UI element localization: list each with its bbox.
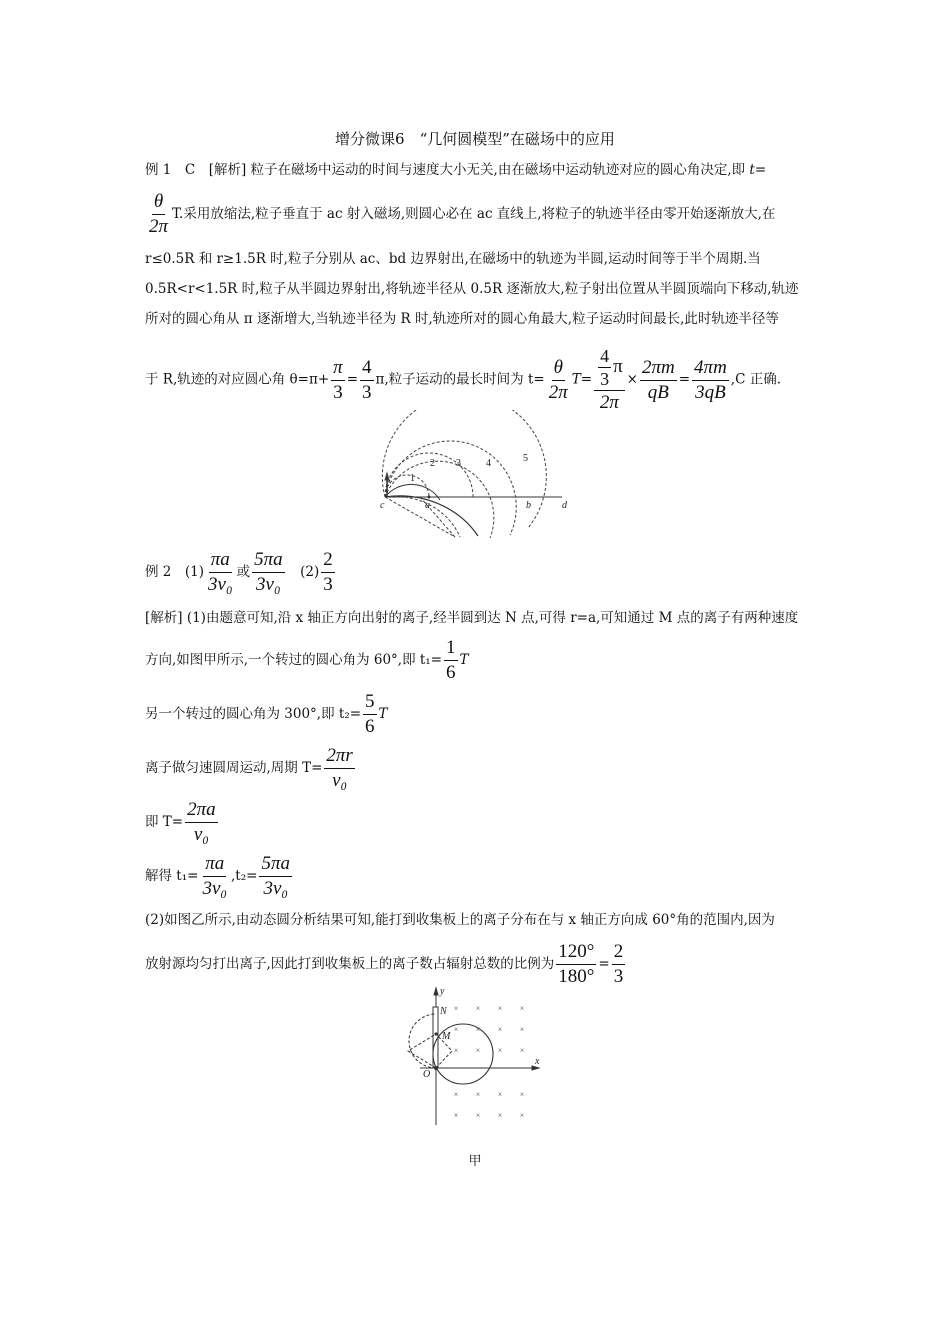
field-cross: × xyxy=(519,1046,525,1055)
ex2-or: 或 xyxy=(236,564,251,580)
frac-theta-2pi: $\frac{\theta}{2\pi}$ xyxy=(149,191,169,237)
fig1-label-1: 1 xyxy=(410,473,415,484)
ex2-text-3: 另一个转过的圆心角为 300°,即 t₂= xyxy=(145,706,362,722)
fig2-label-O: O xyxy=(423,1069,431,1080)
ex2-text-6b: ,t₂= xyxy=(231,868,258,884)
ex1-text-6c: T= xyxy=(571,371,593,388)
fig1-label-3: 3 xyxy=(456,458,461,469)
fig2-label-y: y xyxy=(440,986,445,997)
ex1-text-6b: π,粒子运动的最长时间为 t= xyxy=(375,371,545,388)
ex2-line-4 xyxy=(145,744,810,793)
ex2-part2: (2) xyxy=(286,564,320,580)
ex1-t-eq: t= xyxy=(749,162,767,178)
ex1-line-2 xyxy=(145,190,810,239)
field-cross: × xyxy=(497,1004,503,1013)
ex1-line-4: 0.5R<r<1.5R 时,粒子从半圆边界射出,将轨迹半径从 0.5R 逐渐放大,粒子射出位置从半圆顶端向下移动,轨迹 xyxy=(145,281,799,297)
field-cross: × xyxy=(519,1004,525,1013)
frac-pia-3v0: $\frac{\pi a}{\text{3v₀}}$ xyxy=(208,549,233,595)
field-cross: × xyxy=(453,1111,459,1120)
field-cross: × xyxy=(497,1046,503,1055)
frac-4-3: $\frac{4}{3}$ xyxy=(362,356,372,403)
fig2-label-N: N xyxy=(440,1006,447,1017)
ex2-line-5 xyxy=(145,798,810,847)
frac-pi-3: $\frac{\pi}{3}$ xyxy=(333,356,343,403)
ex2-line-8 xyxy=(145,940,810,989)
ex2-text-2: 方向,如图甲所示,一个转过的圆心角为 60°,即 t₁= xyxy=(145,652,443,668)
figure-2-caption: 甲 xyxy=(468,1154,482,1169)
ex2-line-3: 另一个转过的圆心角为 300°,即 t₂= $\frac{5}{6}$ T xyxy=(145,691,388,737)
frac-2pim-qB: $\frac{2\pi m}{qB}$ xyxy=(641,356,675,403)
ex2-text-5: 即 T= xyxy=(145,814,184,830)
field-cross: × xyxy=(519,1090,525,1099)
field-cross: × xyxy=(475,1025,481,1034)
frac-compound: $\frac{4}{3}$ π 2π xyxy=(594,345,625,415)
field-cross: × xyxy=(497,1025,503,1034)
fig1-label-d: d xyxy=(562,500,567,511)
frac-1-6: $\frac{1}{6}$ xyxy=(446,637,456,683)
fig1-label-b: b xyxy=(526,500,531,511)
frac-2-3: $\frac{2}{3}$ xyxy=(323,549,333,595)
frac-5pia-3v0: $\frac{5\pi a}{\text{3v₀}}$ xyxy=(254,549,283,595)
field-cross: × xyxy=(453,1025,459,1034)
field-cross: × xyxy=(519,1025,525,1034)
ex1-line-3: r≤0.5R 和 r≥1.5R 时,粒子分别从 ac、bd 边界射出,在磁场中的轨迹为半圆,运动时间等于半个周期.当 xyxy=(145,251,761,267)
field-cross: × xyxy=(475,1046,481,1055)
frac-2pia-v0: $\frac{2\pi a}{\text{v₀}}$ xyxy=(187,799,216,845)
field-cross: × xyxy=(475,1111,481,1120)
field-cross: × xyxy=(453,1090,459,1099)
ex1-line-5: 所对的圆心角从 π 逐渐增大,当轨迹半径为 R 时,轨迹所对的圆心角最大,粒子运动时间最长,此时轨迹半径等 xyxy=(145,311,779,327)
fig2-label-x: x xyxy=(535,1056,540,1067)
ex1-text-6a: 于 R,轨迹的对应圆心角 θ=π+ xyxy=(145,371,330,388)
field-cross: × xyxy=(475,1004,481,1013)
field-cross: × xyxy=(475,1090,481,1099)
ex2-text-8a: 放射源均匀打出离子,因此打到收集板上的离子数占辐射总数的比例为 xyxy=(145,956,555,972)
ex1-line-6: 于 R,轨迹的对应圆心角 θ=π+ $\frac{\pi}{3}$ = $\frac{4}{3}$ π,粒子运动的最长时间为 t= $\frac{\theta}{2\pi}$ T= $\frac{4}{3}$ π 2π × $\frac{2\pi m}{qB}$ = $\frac{4\pi m}{3qB}$ ,C 正确. xyxy=(145,346,781,413)
ex2-line-1: [解析] (1)由题意可知,沿 x 轴正方向出射的离子,经半圆到达 N 点,可得 r=a,可知通过 M 点的离子有两种速度 xyxy=(145,610,799,626)
fig1-label-2: 2 xyxy=(430,458,435,469)
ex1-text-6d: × xyxy=(626,371,638,388)
fig1-label-a: a xyxy=(425,500,430,511)
frac-5-6: $\frac{5}{6}$ xyxy=(365,691,375,737)
figure-1-trajectories xyxy=(370,410,580,545)
frac-5pia-3v0-b: $\frac{5\pi a}{\text{3v₀}}$ xyxy=(261,853,290,899)
field-cross: × xyxy=(497,1090,503,1099)
ex2-line-2: 方向,如图甲所示,一个转过的圆心角为 60°,即 t₁= $\frac{1}{6}$ T xyxy=(145,637,469,683)
ex2-text-6a: 解得 t₁= xyxy=(145,868,199,884)
ex2-text-8b: = xyxy=(598,956,610,972)
field-cross: × xyxy=(453,1046,459,1055)
ex1-line-1 xyxy=(145,158,810,178)
fig1-label-c: c xyxy=(380,500,385,511)
ex2-head: 例 2 (1) xyxy=(145,564,205,580)
fig1-label-5: 5 xyxy=(523,453,528,464)
magnetic-field-crosses xyxy=(454,1004,525,1120)
ex2-line-7: (2)如图乙所示,由动态圆分析结果可知,能打到收集板上的离子分布在与 x 轴正方向成 60°角的范围内,因为 xyxy=(145,912,775,928)
frac-theta-2pi-b: $\frac{\theta}{2\pi}$ xyxy=(548,356,568,403)
fig2-label-M: M xyxy=(442,1031,451,1042)
page-title: 增分微课6 “几何圆模型”在磁场中的应用 xyxy=(335,130,615,148)
ex2-text-4: 离子做匀速圆周运动,周期 T= xyxy=(145,760,323,776)
frac-4pim-3qB: $\frac{4\pi m}{3qB}$ xyxy=(694,356,727,403)
ex2-line-6 xyxy=(145,852,810,901)
frac-pia-3v0-b: $\frac{\pi a}{\text{3v₀}}$ xyxy=(202,853,227,899)
ex1-text-2: T.采用放缩法,粒子垂直于 ac 射入磁场,则圆心必在 ac 直线上,将粒子的轨迹半径由零开始逐渐放大,在 xyxy=(172,206,776,222)
frac-120-180: $\frac{120^\circ}{180^\circ}$ xyxy=(558,941,595,987)
fig1-label-4: 4 xyxy=(486,458,491,469)
ex1-text-6e: ,C 正确. xyxy=(730,371,781,388)
ex2-line-0 xyxy=(145,548,810,597)
frac-2-3-b: $\frac{2}{3}$ xyxy=(613,941,624,987)
figure-2-coordinate-diagram xyxy=(400,985,550,1130)
field-cross: × xyxy=(519,1111,525,1120)
ex1-head: 例 1 C [解析] 粒子在磁场中运动的时间与速度大小无关,由在磁场中运动轨迹对应的圆心角决定,即 xyxy=(145,162,750,178)
field-cross: × xyxy=(453,1004,459,1013)
frac-2pir-v0: $\frac{2\pi r}{\text{v₀}}$ xyxy=(326,745,353,791)
field-cross: × xyxy=(497,1111,503,1120)
